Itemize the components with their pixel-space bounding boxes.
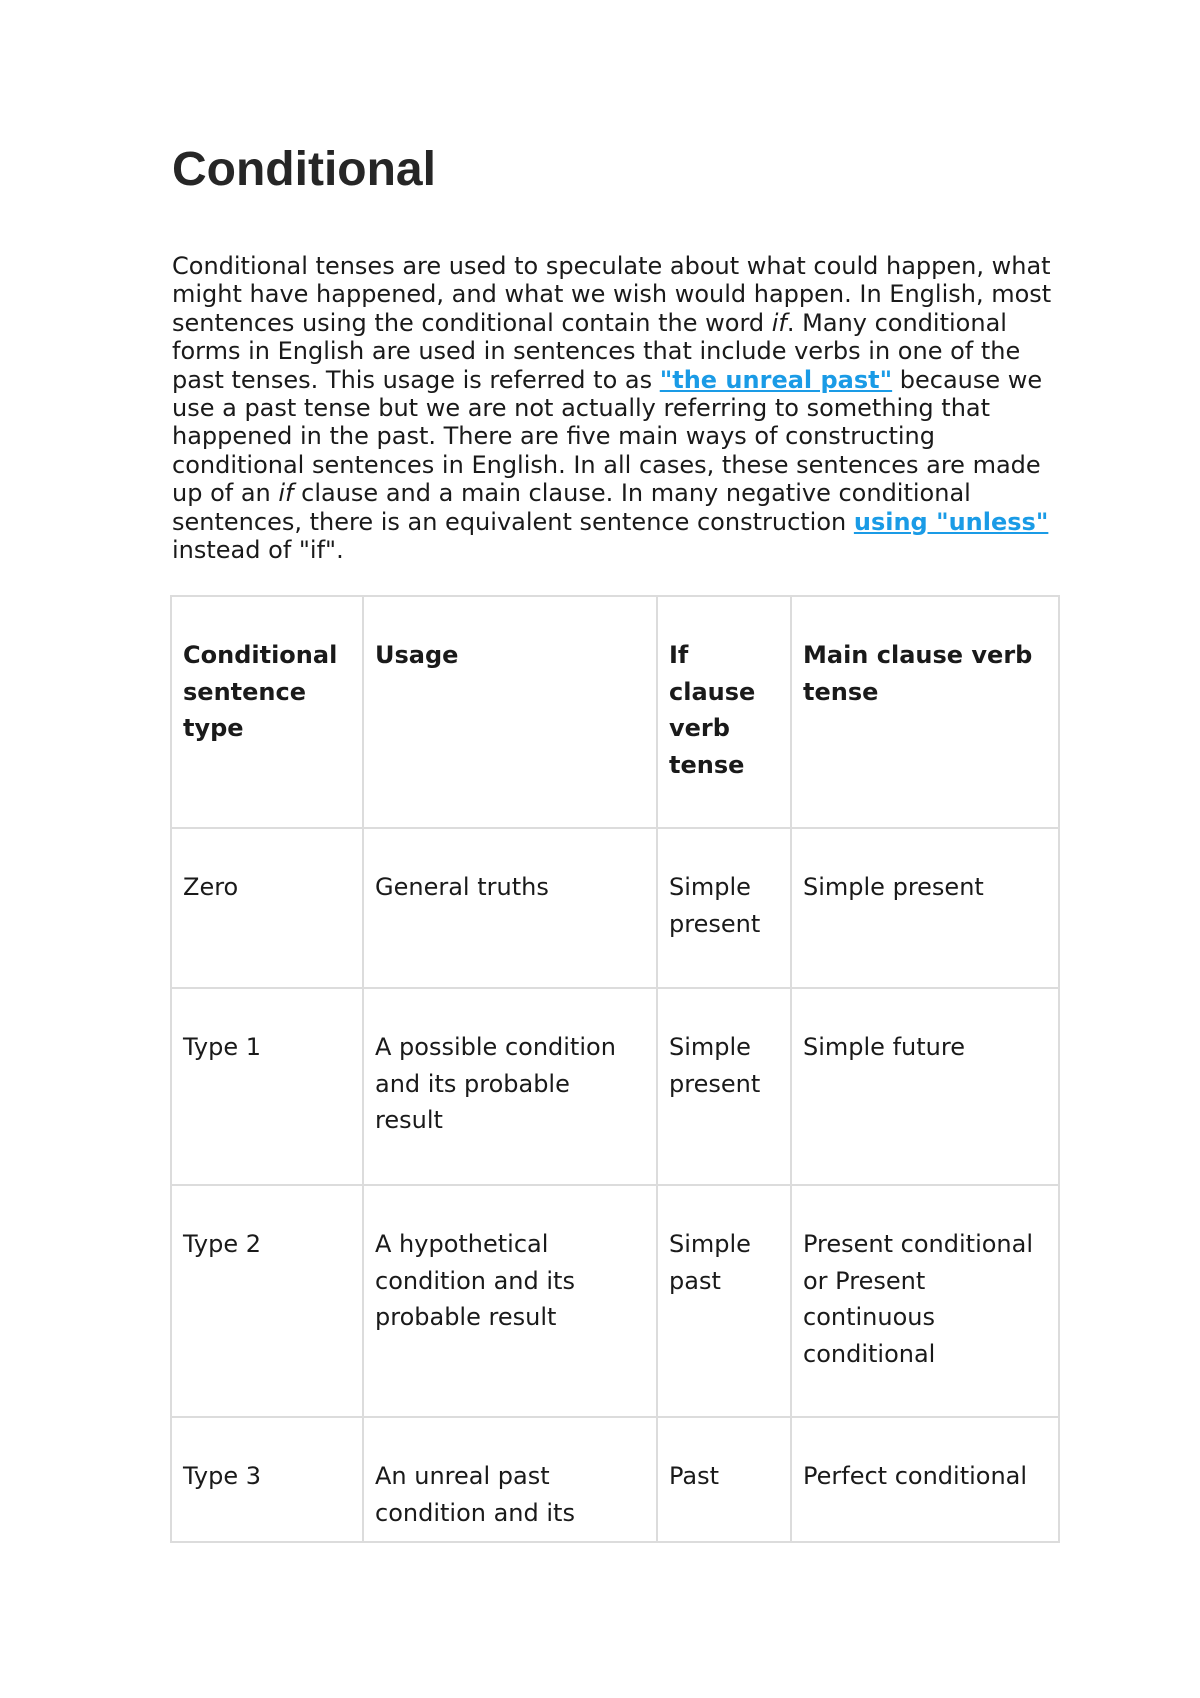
header-main-clause-tense: Main clause verb tense <box>791 596 1059 828</box>
conditional-table <box>170 595 1060 1543</box>
table-row <box>171 988 1059 1185</box>
page-title: Conditional <box>172 143 436 196</box>
using-unless-link[interactable]: using "unless" <box>853 507 1049 536</box>
cell-type: Type 3 <box>171 1417 363 1542</box>
header-sentence-type: Conditional sentence type <box>171 596 363 828</box>
intro-text-4: clause and a main clause. In many negative conditional sentences, there is an equivalent sentence construction <box>172 479 971 536</box>
cell-main-tense: Simple present <box>791 828 1059 988</box>
unreal-past-link[interactable]: "the unreal past" <box>659 365 893 394</box>
cell-usage: An unreal past condition and its <box>363 1417 657 1542</box>
table-row <box>171 1185 1059 1417</box>
cell-type: Zero <box>171 828 363 988</box>
cell-type: Type 2 <box>171 1185 363 1417</box>
document-page <box>172 140 1072 564</box>
intro-text-2: . Many conditional forms in English are used in sentences that include verbs in one of the past tenses. This usage is referred to as <box>172 308 1021 394</box>
intro-text-1: Conditional tenses are used to speculate about what could happen, what might have happened, and what we wish would happen. In English, most sentences using the conditional contain the word <box>172 252 1052 337</box>
cell-usage: A hypothetical condition and its probable result <box>363 1185 657 1417</box>
cell-main-tense: Perfect conditional <box>791 1417 1059 1542</box>
intro-paragraph <box>172 252 1052 564</box>
table-row <box>171 828 1059 988</box>
cell-usage: General truths <box>363 828 657 988</box>
table-header-row <box>171 596 1059 828</box>
cell-if-tense: Simple present <box>657 988 791 1185</box>
cell-main-tense: Simple future <box>791 988 1059 1185</box>
cell-if-tense: Simple past <box>657 1185 791 1417</box>
header-usage: Usage <box>363 596 657 828</box>
table-row <box>171 1417 1059 1542</box>
intro-if-word: if <box>771 308 787 337</box>
intro-if-word-2: if <box>278 479 294 508</box>
header-if-clause-tense: If clause verb tense <box>657 596 791 828</box>
cell-usage: A possible condition and its probable result <box>363 988 657 1185</box>
cell-type: Type 1 <box>171 988 363 1185</box>
intro-text-3: because we use a past tense but we are not actually referring to something that happened in the past. There are five main ways of constructing conditional sentences in English. In all cases, these sentences are made up of an <box>172 365 1043 508</box>
cell-main-tense: Present conditional or Present continuous conditional <box>791 1185 1059 1417</box>
cell-if-tense: Past <box>657 1417 791 1542</box>
cell-if-tense: Simple present <box>657 828 791 988</box>
intro-text-5: instead of "if". <box>172 536 344 565</box>
